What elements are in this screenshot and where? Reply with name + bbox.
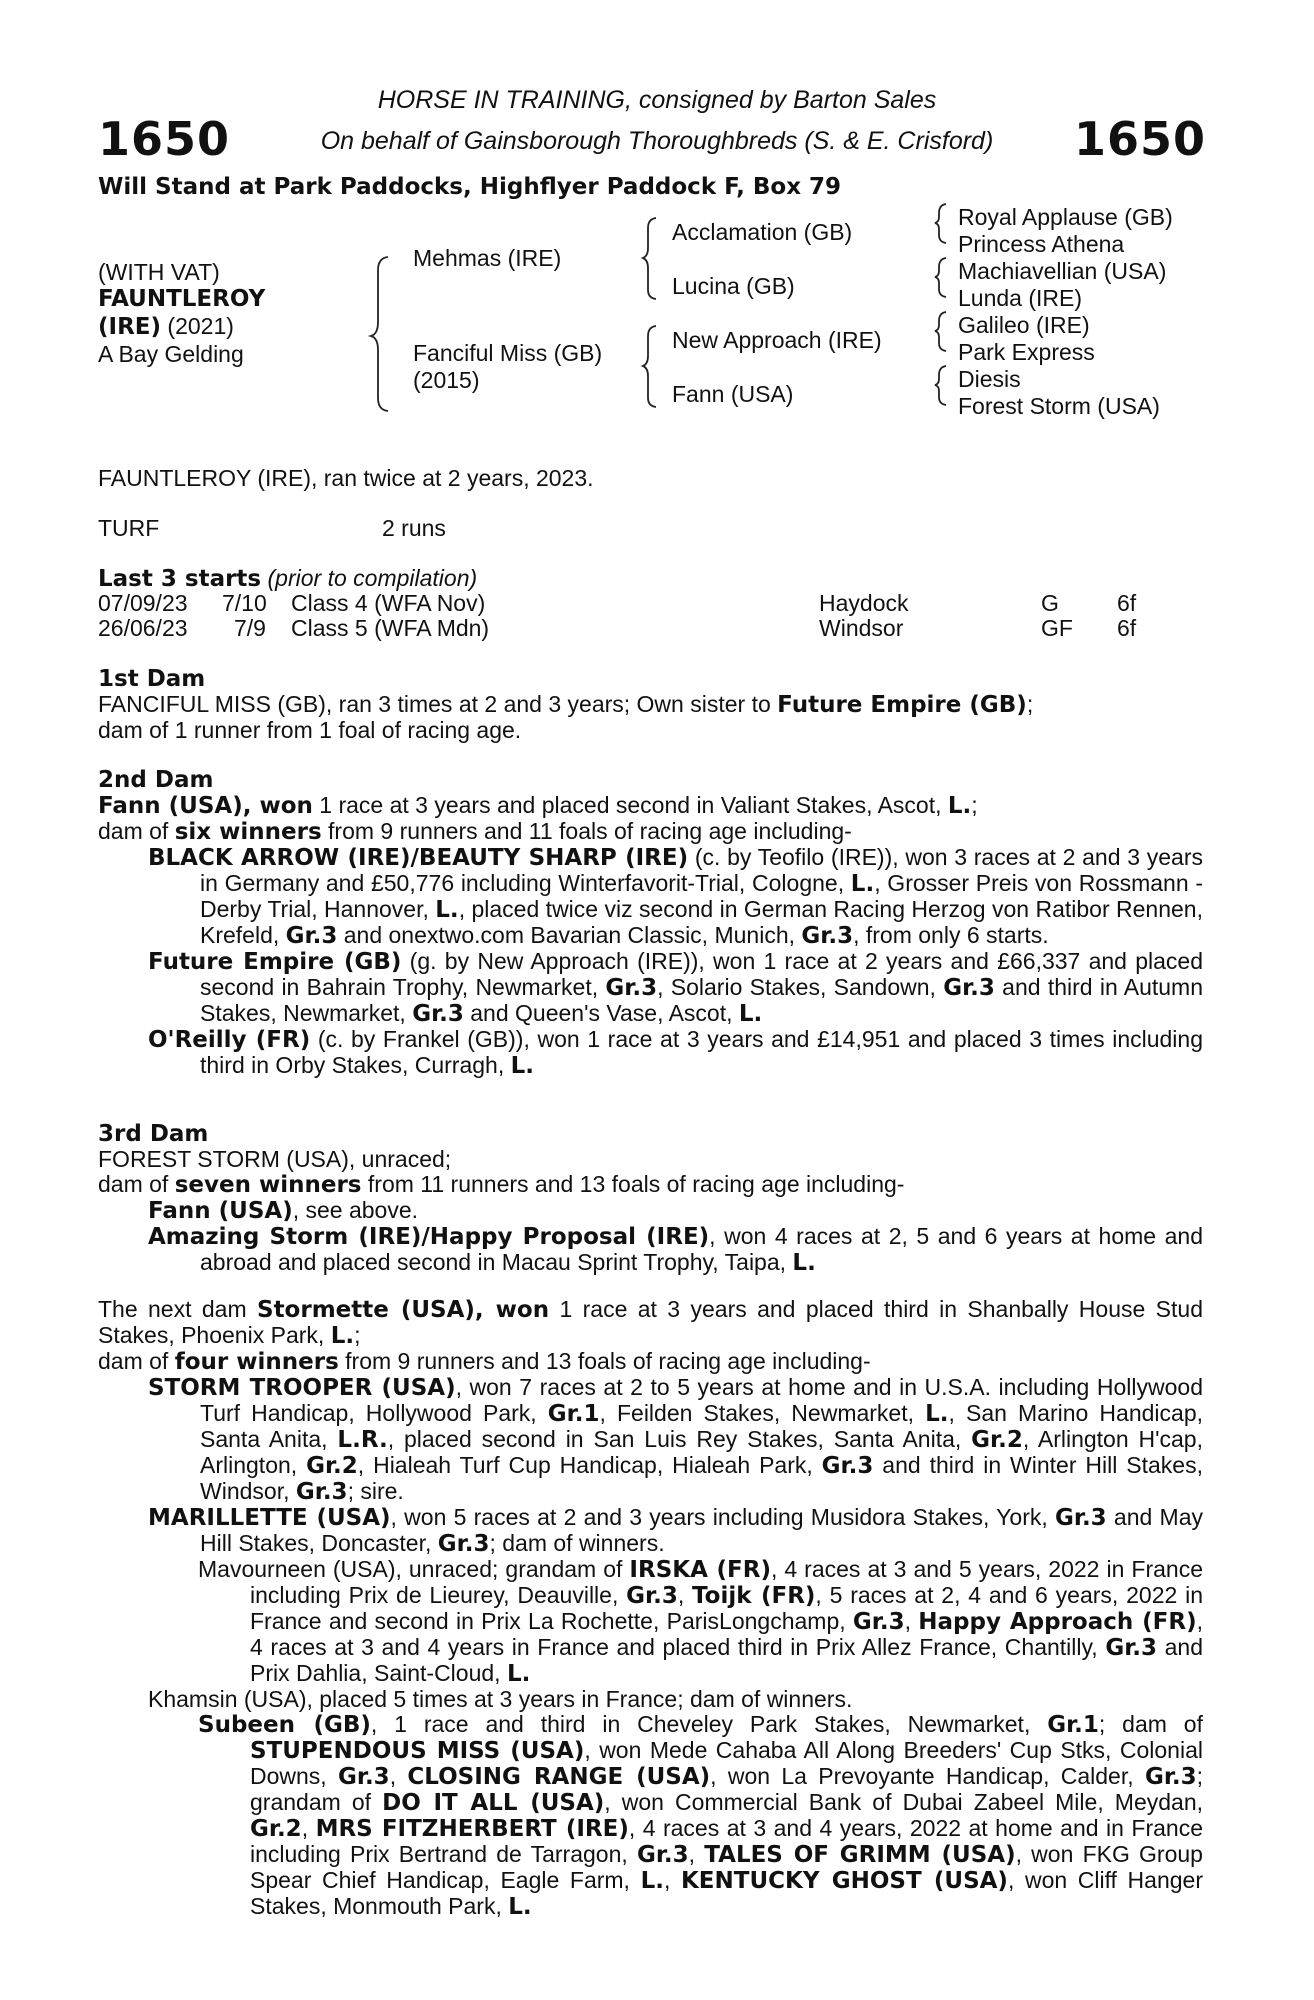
dam-sire: New Approach (IRE) bbox=[672, 327, 882, 353]
text-run: , won Commercial Bank of Dubai Zabeel Mile, Meydan, bbox=[604, 1789, 1204, 1815]
dam-year: (2015) bbox=[413, 367, 480, 393]
text-run: Gr.2 bbox=[306, 1453, 358, 1479]
text-run: , Arlington H'cap, Arlington, bbox=[200, 1426, 1203, 1478]
text-run: Gr.3 bbox=[1055, 1505, 1107, 1531]
text-run: , bbox=[663, 1867, 681, 1893]
ddd: Forest Storm (USA) bbox=[958, 393, 1160, 419]
text-run: four winners bbox=[174, 1349, 339, 1375]
text-run: , bbox=[904, 1608, 919, 1634]
brace-gen3-4 bbox=[935, 366, 946, 405]
sdd: Lunda (IRE) bbox=[958, 285, 1083, 311]
text-run: from 11 runners and 13 foals of racing age including- bbox=[361, 1171, 905, 1197]
produce-entry bbox=[98, 845, 1203, 949]
produce-entry bbox=[98, 1712, 1203, 1920]
text-run: Gr.3 bbox=[338, 1764, 390, 1790]
produce-entry bbox=[98, 949, 1203, 1027]
second-dam-section bbox=[98, 768, 1203, 1079]
sire-dam: Lucina (GB) bbox=[672, 273, 795, 299]
dam-dam: Fann (USA) bbox=[672, 381, 794, 407]
text-run: Gr.3 bbox=[801, 923, 854, 949]
second-dam-text bbox=[98, 793, 1203, 819]
text-run: , bbox=[688, 1841, 705, 1867]
text-run: The next dam bbox=[98, 1296, 257, 1322]
sss: Royal Applause (GB) bbox=[958, 204, 1173, 230]
text-run: ; dam of bbox=[1098, 1711, 1203, 1737]
start-row bbox=[0, 591, 1314, 616]
sds: Machiavellian (USA) bbox=[958, 258, 1167, 284]
second-dam-produce bbox=[98, 819, 1203, 845]
second-dam-heading: 2nd Dam bbox=[98, 767, 214, 793]
text-run: Gr.3 bbox=[852, 1609, 905, 1635]
horse-country: (IRE) bbox=[98, 314, 162, 340]
brace-gen3-3 bbox=[935, 312, 946, 351]
text-run: Future Empire (GB) bbox=[148, 949, 402, 975]
text-run: Fann (USA), won bbox=[98, 793, 313, 819]
start-race: Class 4 (WFA Nov) bbox=[291, 590, 486, 616]
text-run: IRSKA (FR) bbox=[629, 1557, 771, 1583]
text-run: , won Cliff Hanger Stakes, Monmouth Park, bbox=[250, 1867, 1203, 1919]
text-run: (c. by Teofilo (IRE)), won 3 races at 2 and 3 years in Germany and £50,776 including Winterfavorit-Trial, Cologne, bbox=[200, 844, 1203, 896]
first-dam-text bbox=[98, 692, 1203, 718]
start-date: 07/09/23 bbox=[98, 590, 188, 616]
text-run: , won FKG Group Spear Chief Handicap, Eagle Farm, bbox=[250, 1841, 1203, 1893]
start-race: Class 5 (WFA Mdn) bbox=[291, 615, 490, 641]
text-run: from 9 runners and 13 foals of racing age including- bbox=[338, 1348, 871, 1374]
sire: Mehmas (IRE) bbox=[413, 245, 562, 271]
stand-location: Will Stand at Park Paddocks, Highflyer Paddock F, Box 79 bbox=[98, 174, 842, 200]
consignment-line: HORSE IN TRAINING, consigned by Barton Sales bbox=[377, 86, 937, 114]
text-run: Gr.3 bbox=[437, 1531, 490, 1557]
start-row bbox=[0, 616, 1314, 641]
text-run: , won 5 races at 2 and 3 years including Musidora Stakes, York, bbox=[390, 1504, 1055, 1530]
start-distance: 6f bbox=[1117, 615, 1137, 641]
horse-year: (2021) bbox=[161, 313, 234, 339]
text-run: ; grandam of bbox=[250, 1763, 1204, 1815]
text-run: ; bbox=[354, 1322, 361, 1348]
text-run: dam of bbox=[98, 1348, 175, 1374]
text-run: six winners bbox=[174, 819, 322, 845]
brace-gen2-sire bbox=[643, 218, 656, 299]
text-run: L. bbox=[508, 1894, 532, 1920]
text-run: , placed twice viz second in German Racing Herzog von Ratibor Rennen, Krefeld, bbox=[200, 896, 1203, 948]
consignor-line: On behalf of Gainsborough Thoroughbreds (S. & E. Crisford) bbox=[320, 127, 994, 155]
text-run: Gr.3 bbox=[636, 1842, 689, 1868]
text-run: , Grosser Preis von Rossmann - Derby Trial, Hannover, bbox=[200, 870, 1203, 922]
text-run: L. bbox=[435, 897, 459, 923]
text-run: , San Marino Handicap, Santa Anita, bbox=[200, 1400, 1203, 1452]
text-run: , bbox=[677, 1582, 693, 1608]
text-run: BLACK ARROW (IRE)/BEAUTY SHARP (IRE) bbox=[148, 845, 689, 871]
text-run: ; dam of winners. bbox=[489, 1530, 665, 1556]
text-run: , Hialeah Turf Cup Handicap, Hialeah Park, bbox=[357, 1452, 822, 1478]
third-dam-text: FOREST STORM (USA), unraced; bbox=[98, 1146, 452, 1172]
text-run: L. bbox=[510, 1053, 535, 1079]
brace-gen3-1 bbox=[935, 204, 946, 243]
text-run: and third in Autumn Stakes, Newmarket, bbox=[200, 974, 1204, 1026]
text-run: L.R. bbox=[337, 1427, 388, 1453]
text-run: Mavourneen (USA), unraced; grandam of bbox=[198, 1556, 630, 1582]
text-run: , won 4 races at 2, 5 and 6 years at home and abroad and placed second in Macau Sprint Trophy, Taipa, bbox=[200, 1223, 1203, 1275]
text-run: L. bbox=[792, 1250, 816, 1276]
text-run: (c. by Frankel (GB)), won 1 race at 3 years and £14,951 and placed 3 times including third in Orby Stakes, Curragh, bbox=[200, 1026, 1204, 1078]
text-run: , 4 races at 3 and 4 years in France and placed third in Prix Allez France, Chantilly, bbox=[250, 1608, 1203, 1660]
text-run: , won La Prevoyante Handicap, Calder, bbox=[710, 1763, 1145, 1789]
race-summary: FAUNTLEROY (IRE), ran twice at 2 years, 2023. bbox=[98, 465, 594, 491]
first-dam-produce: dam of 1 runner from 1 foal of racing age. bbox=[98, 717, 522, 743]
fourth-dam-produce bbox=[98, 1349, 1203, 1375]
text-run: DO IT ALL (USA) bbox=[382, 1790, 605, 1816]
text-run: from 9 runners and 11 foals of racing age including- bbox=[321, 818, 852, 844]
text-run: Gr.3 bbox=[295, 1479, 348, 1505]
text-run: Gr.3 bbox=[1144, 1764, 1197, 1790]
start-course: Haydock bbox=[819, 590, 909, 616]
produce-entry bbox=[98, 1198, 1203, 1224]
text-run: , 1 race and third in Cheveley Park Stakes, Newmarket, bbox=[370, 1711, 1048, 1737]
text-run: L. bbox=[738, 1001, 763, 1027]
text-run: Gr.3 bbox=[626, 1583, 678, 1609]
last-starts-heading bbox=[98, 566, 477, 592]
start-going: G bbox=[1041, 590, 1059, 616]
text-run: Future Empire (GB) bbox=[777, 692, 1027, 718]
text-run: Amazing Storm (IRE)/Happy Proposal (IRE) bbox=[148, 1224, 710, 1250]
text-run: , see above. bbox=[292, 1197, 419, 1223]
text-run: Gr.2 bbox=[971, 1427, 1023, 1453]
start-position: 7/10 bbox=[222, 590, 267, 616]
lot-number-left: 1650 bbox=[98, 112, 231, 166]
text-run: dam of bbox=[98, 1171, 175, 1197]
text-run: L. bbox=[925, 1401, 949, 1427]
text-run: FANCIFUL MISS (GB), ran 3 times at 2 and 3 years; Own sister to bbox=[98, 691, 778, 717]
ssd: Princess Athena bbox=[958, 231, 1125, 257]
text-run: , 4 races at 3 and 4 years, 2022 at home and in France including Prix Bertrand de Tarragon, bbox=[250, 1815, 1203, 1867]
produce-entry bbox=[98, 1505, 1203, 1557]
last-starts-note: (prior to compilation) bbox=[261, 565, 478, 591]
text-run: , 5 races at 2, 4 and 6 years, 2022 in France and second in Prix La Rochette, ParisLongchamp, bbox=[250, 1582, 1203, 1634]
text-run: CLOSING RANGE (USA) bbox=[407, 1764, 711, 1790]
text-run: L. bbox=[850, 871, 875, 897]
vat-note: (WITH VAT) bbox=[98, 259, 220, 285]
text-run: KENTUCKY GHOST (USA) bbox=[680, 1868, 1008, 1894]
text-run: L. bbox=[640, 1868, 664, 1894]
text-run: Happy Approach (FR) bbox=[918, 1609, 1197, 1635]
text-run: Gr.1 bbox=[547, 1401, 600, 1427]
text-run: Subeen (GB) bbox=[198, 1712, 371, 1738]
text-run: TALES OF GRIMM (USA) bbox=[704, 1842, 1016, 1868]
text-run: Gr.3 bbox=[605, 975, 658, 1001]
text-run: dam of bbox=[98, 818, 175, 844]
text-run: ; sire. bbox=[347, 1478, 404, 1504]
text-run: Toijk (FR) bbox=[692, 1583, 816, 1609]
turf-runs: 2 runs bbox=[382, 515, 446, 541]
text-run: STORM TROOPER (USA) bbox=[148, 1375, 456, 1401]
text-run: ; bbox=[971, 792, 978, 818]
produce-entry bbox=[98, 1027, 1203, 1079]
text-run: seven winners bbox=[174, 1172, 362, 1198]
last-starts-title: Last 3 starts bbox=[98, 566, 262, 592]
text-run: , won 7 races at 2 to 5 years at home and in U.S.A. including Hollywood Turf Handicap, Hollywood Park, bbox=[200, 1374, 1203, 1426]
text-run: Gr.3 bbox=[1105, 1635, 1157, 1661]
start-distance: 6f bbox=[1117, 590, 1137, 616]
dsd: Park Express bbox=[958, 339, 1095, 365]
text-run: and third in Winter Hill Stakes, Windsor, bbox=[200, 1452, 1203, 1504]
text-run: L. bbox=[506, 1661, 531, 1687]
text-run: and Prix Dahlia, Saint-Cloud, bbox=[250, 1634, 1203, 1686]
produce-entry bbox=[98, 1224, 1203, 1276]
text-run: MRS FITZHERBERT (IRE) bbox=[315, 1816, 629, 1842]
text-run: Gr.3 bbox=[285, 923, 338, 949]
text-run: ; bbox=[1026, 691, 1034, 717]
third-dam-produce bbox=[98, 1172, 1203, 1198]
text-run: Gr.3 bbox=[943, 975, 995, 1001]
brace-gen3-2 bbox=[935, 258, 946, 297]
lot-number-right: 1650 bbox=[1073, 112, 1206, 166]
text-run: and onextwo.com Bavarian Classic, Munich, bbox=[337, 922, 802, 948]
start-going: GF bbox=[1041, 615, 1073, 641]
text-run: Fann (USA) bbox=[148, 1198, 293, 1224]
text-run: STUPENDOUS MISS (USA) bbox=[250, 1738, 585, 1764]
text-run: , Feilden Stakes, Newmarket, bbox=[599, 1400, 926, 1426]
brace-gen2-dam bbox=[643, 326, 656, 407]
text-run: , placed second in San Luis Rey Stakes, Santa Anita, bbox=[387, 1426, 972, 1452]
dam: Fanciful Miss (GB) bbox=[413, 340, 603, 366]
text-run: 1 race at 3 years and placed third in Shanbally House Stud Stakes, Phoenix Park, bbox=[98, 1296, 1203, 1348]
horse-description: A Bay Gelding bbox=[98, 341, 244, 367]
produce-entry bbox=[98, 1557, 1203, 1687]
produce-entry: Khamsin (USA), placed 5 times at 3 years in France; dam of winners. bbox=[148, 1686, 853, 1712]
start-position: 7/9 bbox=[234, 615, 266, 641]
start-date: 26/06/23 bbox=[98, 615, 188, 641]
text-run: L. bbox=[947, 793, 972, 819]
text-run: Gr.1 bbox=[1047, 1712, 1099, 1738]
horse-name: FAUNTLEROY bbox=[98, 286, 266, 312]
brace-gen1 bbox=[371, 257, 388, 411]
text-run: Gr.3 bbox=[821, 1453, 874, 1479]
produce-entry bbox=[98, 1375, 1203, 1505]
text-run: , Solario Stakes, Sandown, bbox=[657, 974, 944, 1000]
first-dam-heading: 1st Dam bbox=[98, 666, 206, 692]
text-run: Stormette (USA), won bbox=[257, 1297, 550, 1323]
dds: Diesis bbox=[958, 366, 1021, 392]
text-run: MARILLETTE (USA) bbox=[148, 1505, 391, 1531]
text-run: and May Hill Stakes, Doncaster, bbox=[200, 1504, 1204, 1556]
text-run: 1 race at 3 years and placed second in Valiant Stakes, Ascot, bbox=[312, 792, 948, 818]
text-run: , from only 6 starts. bbox=[853, 922, 1049, 948]
text-run: , bbox=[389, 1763, 408, 1789]
start-course: Windsor bbox=[819, 615, 904, 641]
fourth-dam-section bbox=[98, 1297, 1203, 1920]
sire-sire: Acclamation (GB) bbox=[672, 219, 853, 245]
first-dam-section bbox=[98, 667, 1203, 743]
third-dam-heading: 3rd Dam bbox=[98, 1121, 209, 1147]
text-run: Gr.3 bbox=[412, 1001, 464, 1027]
fourth-dam-text bbox=[98, 1297, 1203, 1349]
text-run: L. bbox=[330, 1323, 355, 1349]
text-run: , 4 races at 3 and 5 years, 2022 in France including Prix de Lieurey, Deauville, bbox=[250, 1556, 1203, 1608]
third-dam-section bbox=[98, 1122, 1203, 1276]
text-run: , won Mede Cahaba All Along Breeders' Cup Stks, Colonial Downs, bbox=[250, 1737, 1203, 1789]
turf-label: TURF bbox=[98, 515, 160, 541]
text-run: and Queen's Vase, Ascot, bbox=[463, 1000, 739, 1026]
text-run: Gr.2 bbox=[250, 1816, 302, 1842]
dss: Galileo (IRE) bbox=[958, 312, 1090, 338]
text-run: (g. by New Approach (IRE)), won 1 race at 2 years and £66,337 and placed second in Bahrain Trophy, Newmarket, bbox=[200, 948, 1204, 1000]
text-run: , bbox=[301, 1815, 316, 1841]
text-run: O'Reilly (FR) bbox=[148, 1027, 311, 1053]
